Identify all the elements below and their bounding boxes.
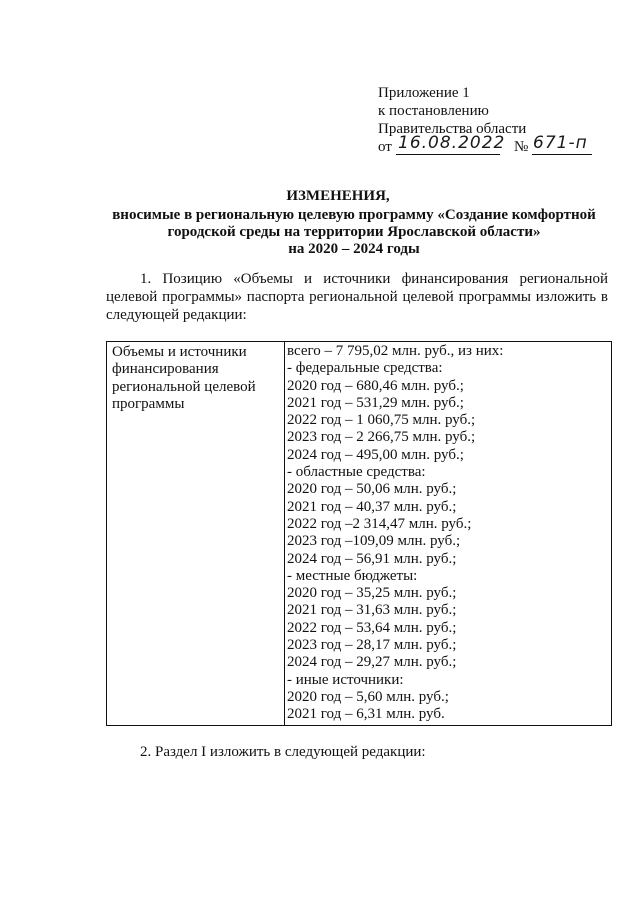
date-underline — [396, 154, 500, 155]
value-line: - иные источники: — [287, 671, 404, 688]
table-values-cell — [285, 342, 612, 726]
value-line: 2022 год –2 314,47 млн. руб.; — [287, 515, 472, 532]
value-line: 2024 год – 495,00 млн. руб.; — [287, 446, 464, 463]
date-number-line — [378, 133, 588, 158]
title-line-3: городской среды на территории Ярославской области» — [167, 224, 541, 240]
value-line: 2020 год – 680,46 млн. руб.; — [287, 377, 464, 394]
handwritten-number: 671-п — [533, 133, 588, 153]
paragraph-2: 2. Раздел I изложить в следующей редакции: — [140, 744, 426, 760]
number-label: № — [514, 139, 529, 155]
value-line: 2023 год – 28,17 млн. руб.; — [287, 637, 457, 654]
funding-table — [106, 341, 612, 726]
value-line: 2024 год – 56,91 млн. руб.; — [287, 550, 457, 567]
paragraph-1: 1. Позицию «Объемы и источники финансирования региональной целевой программы» паспорта региональной целевой программы изложить в следующей редакции: — [106, 271, 608, 323]
value-line: 2023 год – 2 266,75 млн. руб.; — [287, 429, 476, 446]
value-line: 2021 год – 40,37 млн. руб.; — [287, 498, 457, 515]
appendix-line-2: к постановлению — [378, 103, 489, 119]
value-line: - местные бюджеты: — [287, 567, 418, 584]
appendix-line-3: Правительства области — [378, 121, 527, 137]
value-line: 2020 год – 35,25 млн. руб.; — [287, 585, 457, 602]
appendix-line-1: Приложение 1 — [378, 85, 470, 101]
from-label: от — [378, 139, 392, 155]
handwritten-date: 16.08.2022 — [398, 133, 506, 153]
value-line: 2020 год – 5,60 млн. руб.; — [287, 688, 449, 705]
value-line: 2020 год – 50,06 млн. руб.; — [287, 481, 457, 498]
appendix-block — [378, 84, 588, 158]
value-line: 2021 год – 6,31 млн. руб. — [287, 706, 445, 723]
title-line-2: вносимые в региональную целевую программу «Создание комфортной — [112, 207, 596, 223]
value-line: 2024 год – 29,27 млн. руб.; — [287, 654, 457, 671]
table-label-cell: Объемы и источники финансирования региональной целевой программы — [107, 342, 285, 726]
document-title: ИЗМЕНЕНИЯ, — [286, 188, 390, 204]
value-line: 2022 год – 53,64 млн. руб.; — [287, 619, 457, 636]
value-line: 2021 год – 31,63 млн. руб.; — [287, 602, 457, 619]
value-line: - областные средства: — [287, 464, 426, 481]
value-line: 2023 год –109,09 млн. руб.; — [287, 533, 461, 550]
value-line: 2021 год – 531,29 млн. руб.; — [287, 394, 464, 411]
value-line: всего – 7 795,02 млн. руб., из них: — [287, 343, 504, 359]
table-row — [107, 342, 612, 726]
value-line: - федеральные средства: — [287, 360, 443, 377]
number-underline — [532, 154, 592, 155]
title-line-4: на 2020 – 2024 годы — [288, 241, 420, 257]
value-line: 2022 год – 1 060,75 млн. руб.; — [287, 412, 476, 429]
